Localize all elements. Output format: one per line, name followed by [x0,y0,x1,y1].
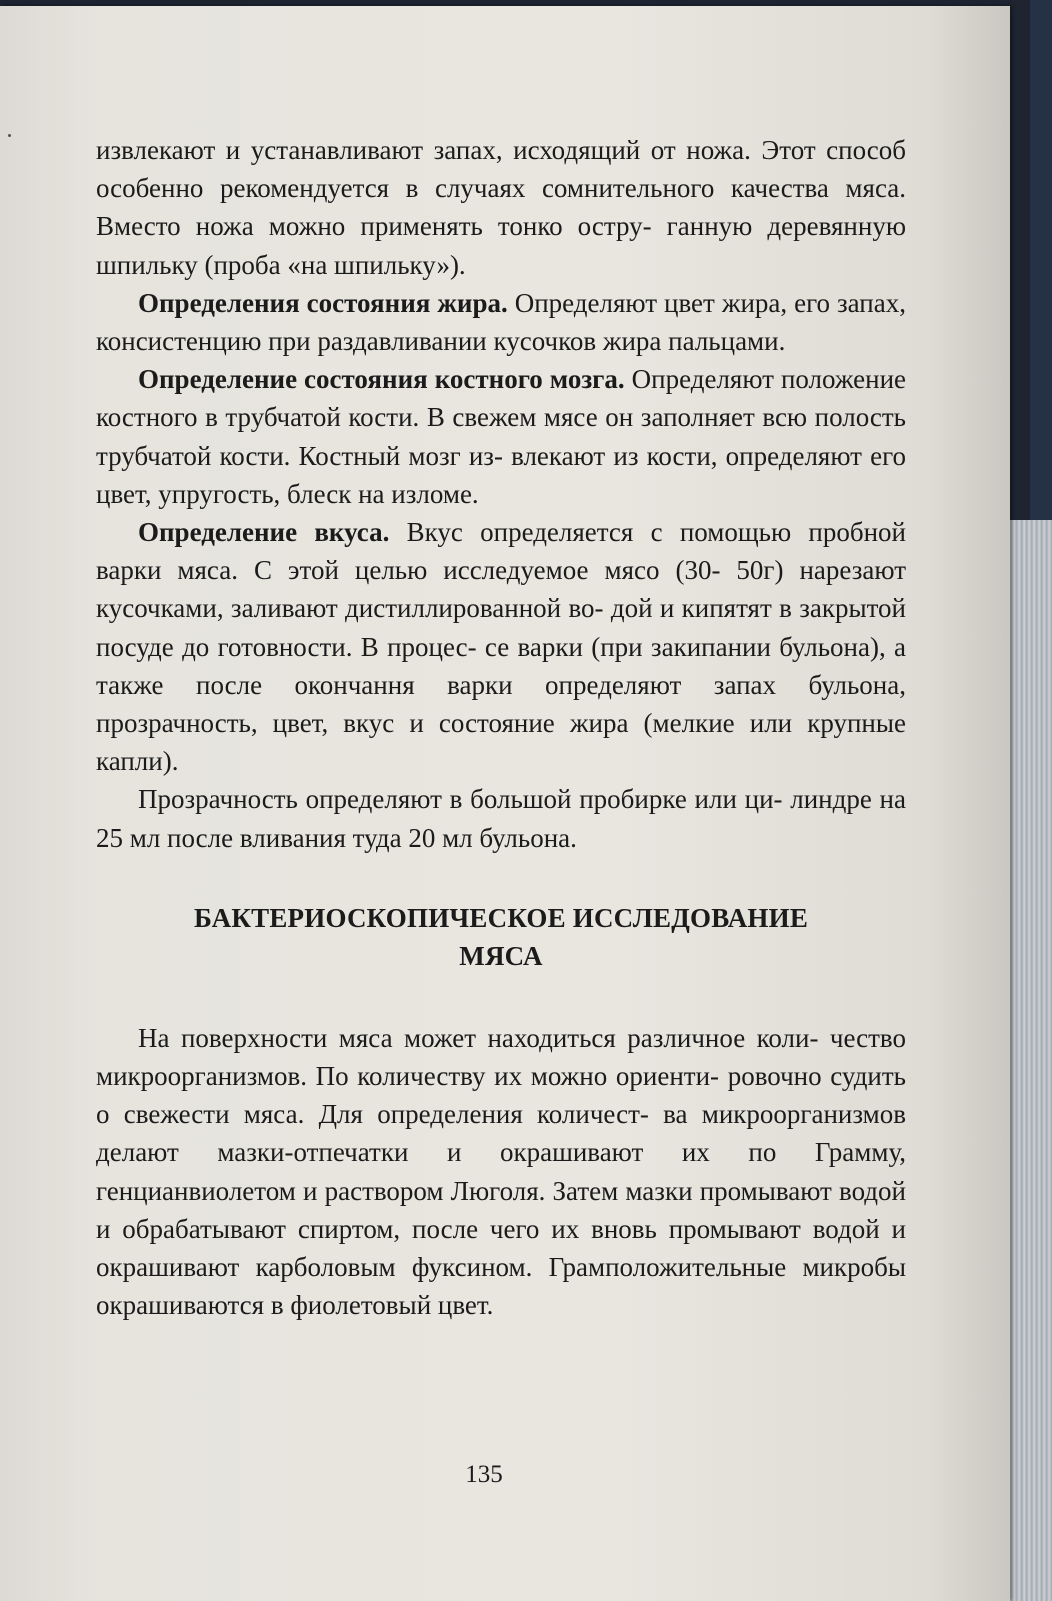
paragraph-taste [96,513,906,780]
paragraph-text: Определяют положение костного в трубчатой кости. В свежем мясе он заполняет всю полость трубчатой кости. Костный мозг из- влекают из кости, определяют его цвет, упругость, блеск на изломе. [96,364,907,509]
paragraph-transparency [96,780,906,856]
paragraph-text: Прозрачность определяют в большой пробирке или ци- линдре на 25 мл после вливания туда 20 мл бульона. [96,784,906,853]
book-page [0,6,1010,1601]
page-text [96,131,906,1324]
paragraph-knife-test [96,131,906,284]
page-number: 135 [465,1461,503,1488]
paragraph-text: Вкус определяется с помощью пробной варки мяса. С этой целью исследуемое мясо (30- 50г) нарезают кусочками, заливают дистиллированной во- дой и кипятят в закрытой посуде до готовности. В процес- се варки (при закипании бульона), а также после окончання варки определяют запах бульона, прозрачность, цвет, вкус и состояние жира (мелкие или крупные капли). [96,517,906,777]
section-heading-line2: МЯСА [459,940,543,971]
paragraph-text: Определяют цвет жира, его запах, консистенцию при раздавливании кусочков жира пальцами. [96,287,906,357]
section-heading [96,899,906,975]
section-heading-line1: БАКТЕРИОСКОПИЧЕСКОЕ ИССЛЕДОВАНИЕ [193,902,809,933]
paragraph-text: извлекают и устанавливают запах, исходящий от ножа. Этот способ особенно рекомендуется в случаях сомнительного качества мяса. Вместо ножа можно применять тонко остру- ганную деревянную шпильку (проба «на шпильку»). [96,135,906,280]
page-stack-edge [1008,520,1052,1601]
paragraph-lead: Определение состояния костного мозга. [138,364,625,395]
paragraph-bacterioscopy [96,1019,906,1325]
paragraph-text: На поверхности мяса может находиться различное коли- чество микроорганизмов. По количеству их можно ориенти- ровочно судить о свежести мяса. Для определения количест- ва микроорганизмов делают мазки-отпечатки и окрашивают их по Грамму, генцианвиолетом и раствором Люголя. Затем мазки промывают водой и обрабатывают спиртом, после чего их вновь промывают водой и окрашивают карболовым фуксином. Грамположительные микробы окрашиваются в фиолетовый цвет. [96,1022,906,1321]
paragraph-bone-marrow [96,360,906,513]
paragraph-lead: Определения состояния жира. [138,287,508,318]
paragraph-lead: Определение вкуса. [138,517,390,548]
scan-speck [8,134,11,137]
paragraph-fat-state [96,284,906,360]
